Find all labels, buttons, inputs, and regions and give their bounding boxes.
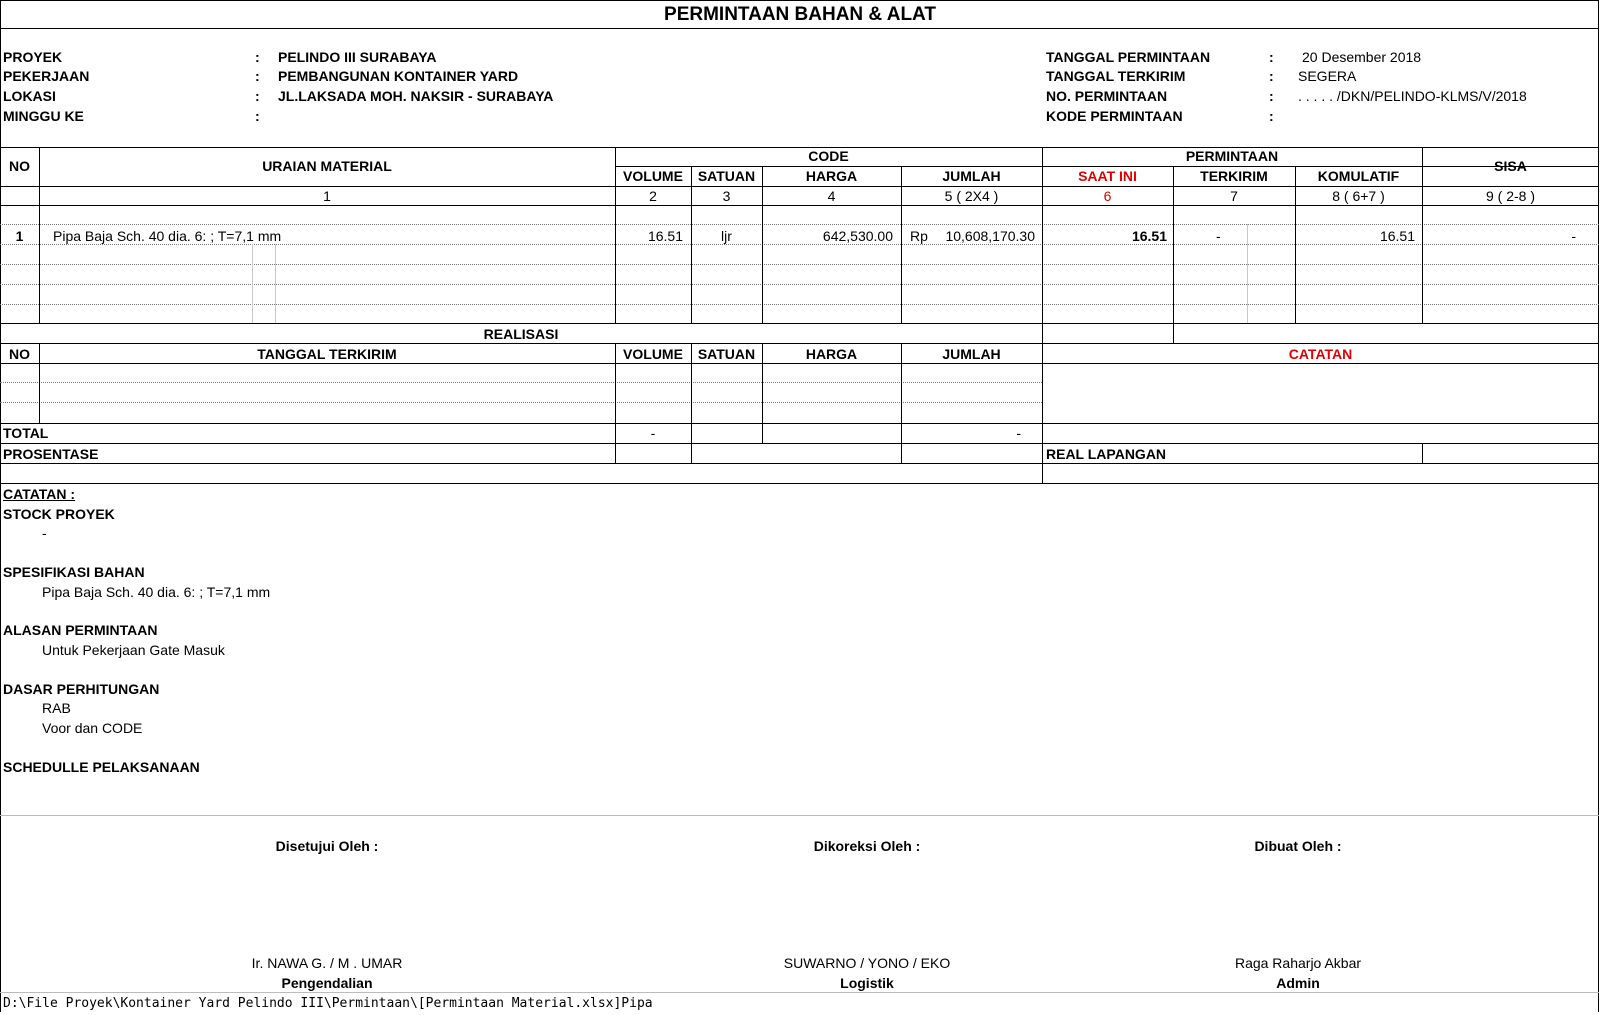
col-header-saat-ini: SAAT INI — [1078, 168, 1137, 184]
signature-name-disetujui: Ir. NAWA G. / M . UMAR — [251, 955, 403, 971]
row-no: 1 — [15, 228, 24, 244]
realisasi-header-harga: HARGA — [805, 346, 858, 362]
row-harga: 642,530.00 — [822, 228, 893, 244]
header-label-lokasi: LOKASI — [3, 88, 56, 104]
col-header-uraian: URAIAN MATERIAL — [262, 158, 392, 174]
col-header-jumlah: JUMLAH — [942, 168, 1001, 184]
col-header-no: NO — [9, 158, 30, 174]
notes-line-dasar-1: RAB — [42, 700, 71, 716]
signature-role-dibuat: Admin — [1276, 975, 1320, 991]
col-number-terkirim: 7 — [1230, 188, 1238, 204]
signature-caption-dibuat: Dibuat Oleh : — [1254, 838, 1342, 854]
col-number-uraian: 1 — [323, 188, 331, 204]
notes-title: CATATAN : — [3, 486, 76, 502]
total-label: TOTAL — [3, 425, 49, 441]
header-value-proyek: PELINDO III SURABAYA — [278, 49, 437, 65]
row-sisa: - — [1571, 228, 1576, 244]
row-komulatif: 16.51 — [1379, 228, 1415, 244]
realisasi-header-satuan: SATUAN — [697, 346, 756, 362]
signature-name-dikoreksi: SUWARNO / YONO / EKO — [783, 955, 951, 971]
header-value-tanggal-terkirim: SEGERA — [1298, 68, 1357, 84]
realisasi-title: REALISASI — [483, 326, 559, 342]
header-label-proyek: PROYEK — [3, 49, 63, 65]
signature-caption-disetujui: Disetujui Oleh : — [275, 838, 379, 854]
real-lapangan-label: REAL LAPANGAN — [1046, 446, 1167, 462]
header-value-pekerjaan: PEMBANGUNAN KONTAINER YARD — [278, 68, 519, 84]
col-header-sisa: SISA — [1494, 158, 1527, 174]
notes-heading-spesifikasi: SPESIFIKASI BAHAN — [3, 564, 145, 580]
header-value-no-permintaan: . . . . . /DKN/PELINDO-KLMS/V/2018 — [1298, 88, 1527, 104]
col-number-satuan: 3 — [722, 188, 731, 204]
realisasi-header-jumlah: JUMLAH — [942, 346, 1001, 362]
prosentase-label: PROSENTASE — [3, 446, 99, 462]
frame-left — [0, 0, 1, 1012]
row-saat-ini: 16.51 — [1131, 228, 1167, 244]
col-number-saat-ini: 6 — [1103, 188, 1112, 204]
realisasi-header-tanggal: TANGGAL TERKIRIM — [257, 346, 397, 362]
header-sep: : — [255, 108, 260, 124]
footer-divider — [0, 992, 1599, 993]
total-jumlah: - — [1016, 425, 1021, 441]
frame-right — [1598, 0, 1599, 1012]
header-value-tanggal-permintaan: 20 Desember 2018 — [1302, 49, 1422, 65]
header-value-lokasi: JL.LAKSADA MOH. NAKSIR - SURABAYA — [278, 88, 554, 104]
header-sep: : — [255, 68, 260, 84]
notes-heading-alasan: ALASAN PERMINTAAN — [3, 622, 158, 638]
notes-line-dasar-2: Voor dan CODE — [42, 720, 143, 736]
realisasi-header-no: NO — [9, 346, 30, 362]
total-volume: - — [650, 425, 656, 441]
col-number-komulatif: 8 ( 6+7 ) — [1332, 188, 1385, 204]
header-label-no-permintaan: NO. PERMINTAAN — [1046, 88, 1168, 104]
realisasi-header-volume: VOLUME — [623, 346, 683, 362]
header-sep: : — [255, 49, 260, 65]
signature-role-disetujui: Pengendalian — [281, 975, 373, 991]
signature-role-dikoreksi: Logistik — [840, 975, 894, 991]
frame-top — [0, 0, 1599, 1]
group-header-code: CODE — [808, 148, 849, 164]
header-sep: : — [255, 88, 260, 104]
notes-heading-schedule: SCHEDULLE PELAKSANAAN — [3, 759, 200, 775]
header-label-tanggal-permintaan: TANGGAL PERMINTAAN — [1046, 49, 1211, 65]
header-sep: : — [1269, 68, 1274, 84]
header-label-minggu: MINGGU KE — [3, 108, 84, 124]
header-sep: : — [1269, 49, 1274, 65]
title-divider — [0, 28, 1599, 29]
col-number-jumlah: 5 ( 2X4 ) — [944, 188, 999, 204]
signature-divider — [0, 815, 1599, 816]
row-currency: Rp — [910, 228, 928, 244]
col-header-komulatif: KOMULATIF — [1317, 168, 1400, 184]
row-jumlah: 10,608,170.30 — [945, 228, 1035, 244]
group-header-permintaan: PERMINTAAN — [1185, 148, 1279, 164]
col-number-volume: 2 — [649, 188, 657, 204]
row-satuan: ljr — [721, 228, 732, 244]
col-header-harga: HARGA — [805, 168, 858, 184]
row-volume: 16.51 — [647, 228, 683, 244]
header-label-tanggal-terkirim: TANGGAL TERKIRIM — [1046, 68, 1186, 84]
notes-heading-stock: STOCK PROYEK — [3, 506, 115, 522]
col-number-harga: 4 — [827, 188, 836, 204]
footer-file-path: D:\File Proyek\Kontainer Yard Pelindo III\Permintaan\[Permintaan Material.xlsx]Pipa — [3, 996, 653, 1011]
header-label-pekerjaan: PEKERJAAN — [3, 68, 90, 84]
signature-caption-dikoreksi: Dikoreksi Oleh : — [813, 838, 921, 854]
signature-name-dibuat: Raga Raharjo Akbar — [1234, 955, 1362, 971]
header-label-kode-permintaan: KODE PERMINTAAN — [1046, 108, 1183, 124]
notes-line-stock: - — [42, 525, 47, 541]
header-sep: : — [1269, 88, 1274, 104]
notes-heading-dasar: DASAR PERHITUNGAN — [3, 681, 160, 697]
header-sep: : — [1269, 108, 1274, 124]
realisasi-header-catatan: CATATAN — [1288, 346, 1353, 362]
row-terkirim: - — [1216, 228, 1221, 244]
page-title: PERMINTAAN BAHAN & ALAT — [664, 4, 936, 25]
col-header-volume: VOLUME — [623, 168, 683, 184]
notes-line-spesifikasi: Pipa Baja Sch. 40 dia. 6: ; T=7,1 mm — [42, 584, 271, 600]
col-number-sisa: 9 ( 2-8 ) — [1485, 188, 1535, 204]
col-header-terkirim: TERKIRIM — [1200, 168, 1268, 184]
notes-line-alasan: Untuk Pekerjaan Gate Masuk — [42, 642, 225, 658]
col-header-satuan: SATUAN — [697, 168, 756, 184]
row-uraian: Pipa Baja Sch. 40 dia. 6: ; T=7,1 mm — [53, 228, 282, 244]
